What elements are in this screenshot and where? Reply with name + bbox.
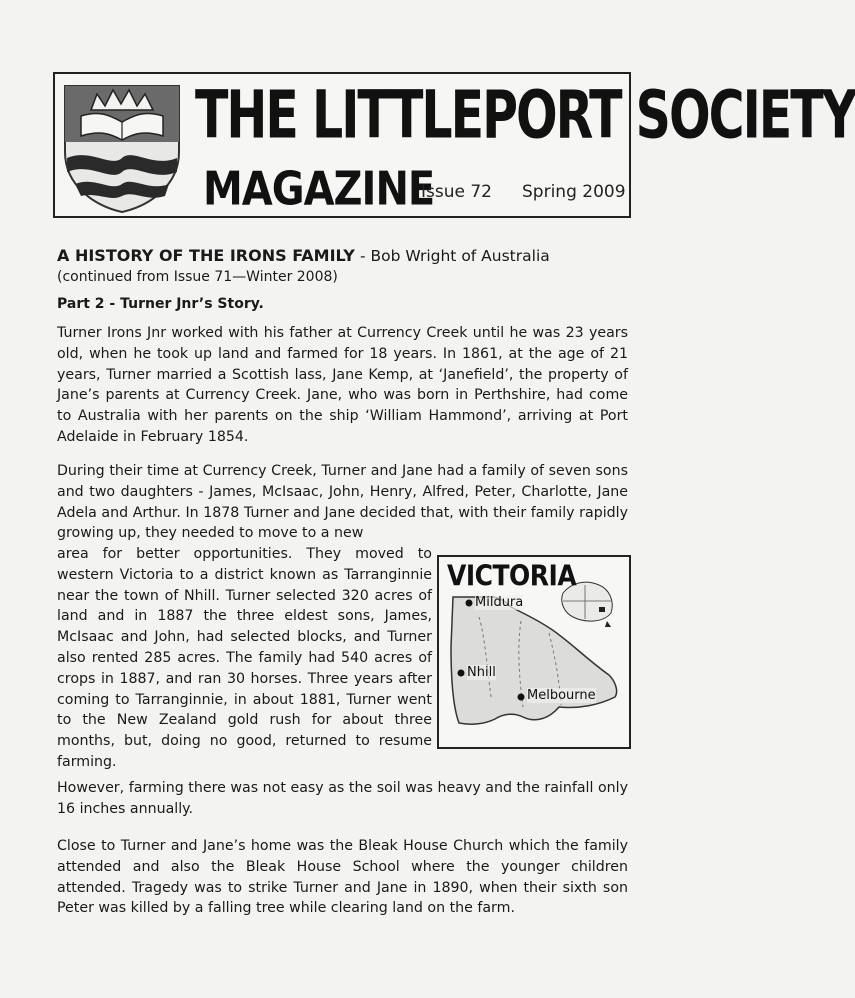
part-heading: Part 2 - Turner Jnr’s Story. — [57, 296, 264, 312]
issue-number: Issue 72 — [421, 182, 492, 202]
masthead — [53, 72, 855, 218]
masthead-subtitle: MAGAZINE — [203, 162, 435, 216]
victoria-map — [437, 555, 631, 749]
paragraph-3: However, farming there was not easy as the soil was heavy and the rainfall only 16 inches annually. — [57, 780, 628, 817]
article-headline — [57, 246, 657, 266]
paragraph-1: Turner Irons Jnr worked with his father at Currency Creek until he was 23 years old, when he took up land and farmed for 18 years. In 1861, at the age of 21 years, Turner married a Scottish lass, Jane Kemp, at ‘Janefield’, the property of Jane’s parents at Currency Creek. Jane, who was born in Perthshire, had come to Australia with her parents on the ship ‘William Hammond’, arriving at Port Adelaide in February 1854. — [57, 325, 628, 445]
crest-icon — [61, 82, 183, 214]
paragraph-4: Close to Turner and Jane’s home was the Bleak House Church which the family attended and also the Bleak House School where the younger children attended. Tragedy was to strike Turner and Jane in 1890, when their sixth son Peter was killed by a falling tree while clearing land on the farm. — [57, 838, 628, 917]
continued-note: (continued from Issue 71—Winter 2008) — [57, 269, 338, 285]
map-title: VICTORIA — [447, 559, 577, 593]
map-label-nhill: Nhill — [467, 665, 496, 680]
map-label-mildura: Mildura — [475, 595, 524, 610]
map-label-melbourne: Melbourne — [527, 688, 596, 703]
article-title: A HISTORY OF THE IRONS FAMILY — [57, 246, 355, 265]
article-author: - Bob Wright of Australia — [359, 247, 550, 265]
paragraph-2: During their time at Currency Creek, Turner and Jane had a family of seven sons and two daughters - James, McIsaac, John, Henry, Alfred, Peter, Charlotte, Jane Adela and Arthur. In 1878 Turner and Jane decided that, with their family rapidly growing up, they needed to move to a new — [57, 463, 628, 542]
masthead-title: THE LITTLEPORT SOCIETY — [195, 76, 855, 154]
paragraph-2-continued: area for better opportunities. They moved to western Victoria to a district known as Tarranginnie near the town of Nhill. Turner selected 320 acres of land and in 1887 the three eldest sons, James, McIsaac and John, had selected blocks, and Turner also rented 285 acres. The family had 540 acres of crops in 1887, and ran 30 horses. Three years after coming to Tarranginnie, in about 1881, Turner went to the New Zealand gold rush for about three months, but, doing no good, returned to resume farming. — [57, 546, 432, 770]
issue-season: Spring 2009 — [522, 182, 626, 202]
